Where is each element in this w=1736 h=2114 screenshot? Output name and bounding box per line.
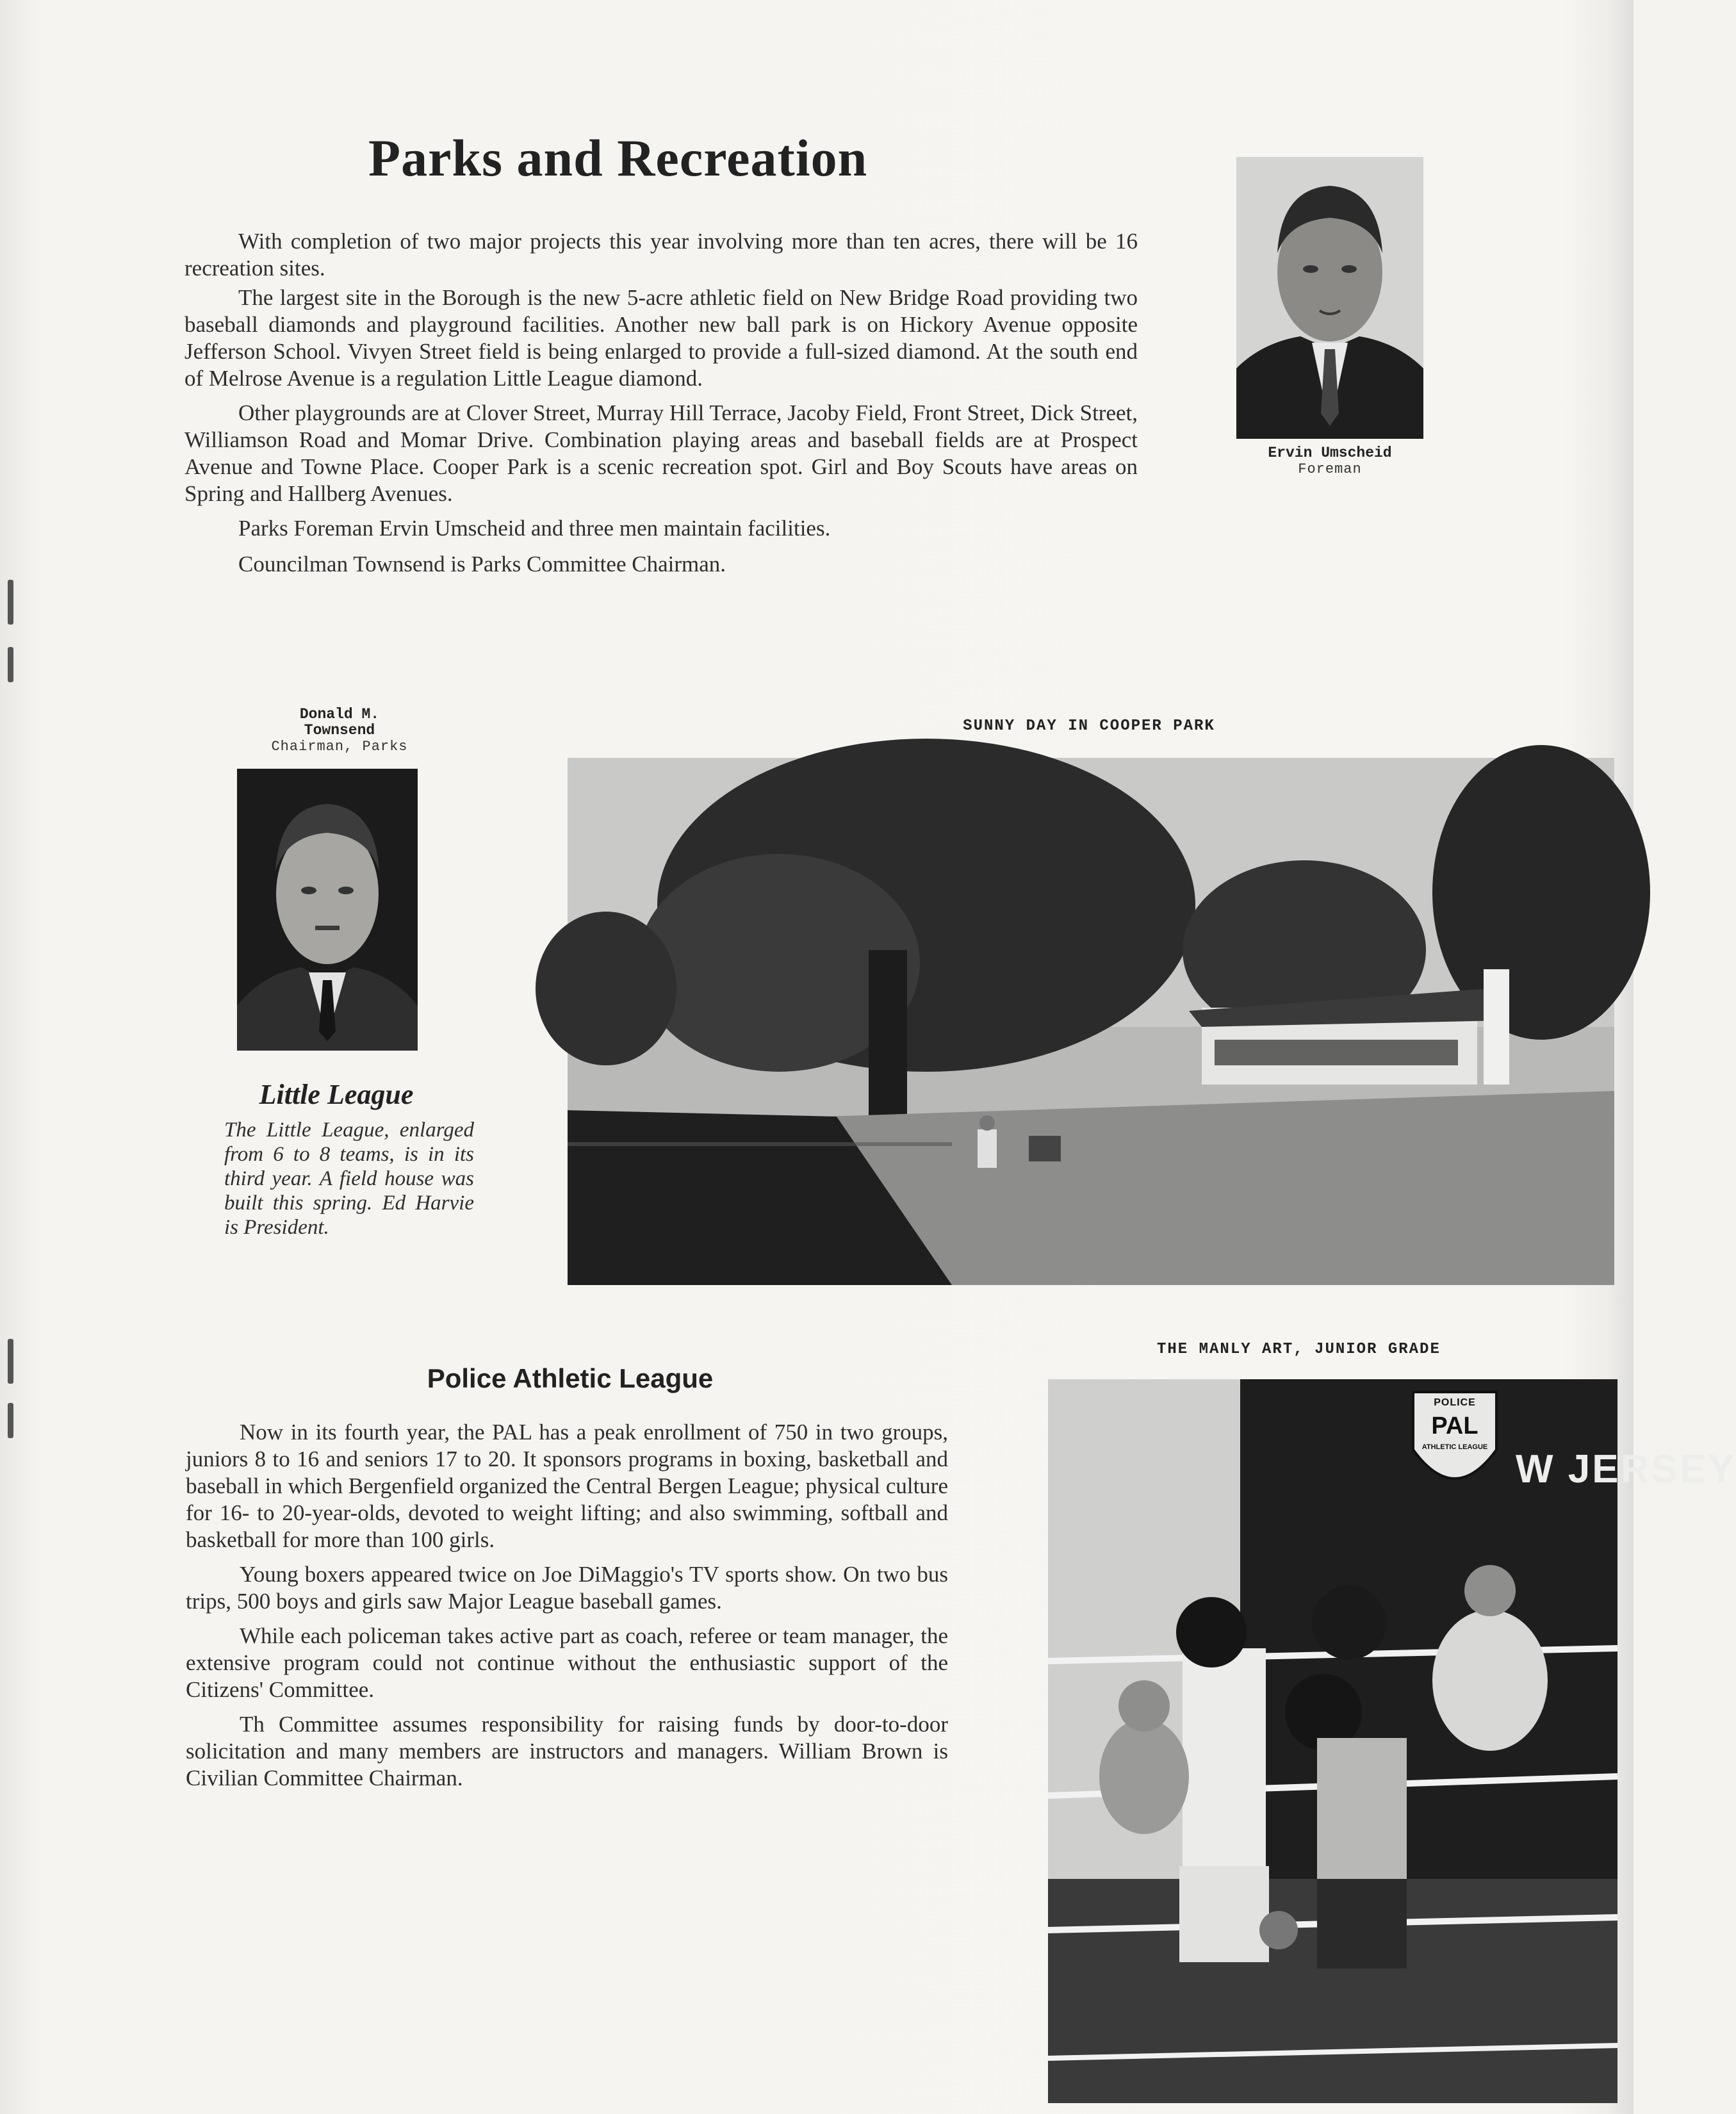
little-league-text: The Little League, enlarged from 6 to 8 teams, is in its third year. A field house was built this spring. Ed Harvie is President. [224, 1118, 474, 1239]
little-league-block [224, 1118, 474, 1240]
cooper-park-photo [568, 758, 1614, 1285]
umscheid-name: Ervin Umscheid [1268, 445, 1392, 461]
binding-mark [8, 1403, 13, 1438]
umscheid-portrait [1236, 157, 1423, 439]
pal-paragraph: While each policeman takes active part as coach, referee or team manager, the extensive program could not continue without the enthusiastic support of the Citizens' Committee. [186, 1623, 948, 1702]
intro-paragraph: Parks Foreman Ervin Umscheid and three men maintain facilities. [238, 516, 831, 541]
banner-text: W JERSEY [1516, 1447, 1736, 1491]
townsend-name: Donald M. [299, 706, 380, 723]
townsend-role: Chairman, Parks [271, 739, 408, 755]
townsend-name: Townsend [304, 722, 375, 739]
boxing-photo [1048, 1379, 1736, 2103]
pal-text [186, 1419, 948, 1792]
badge-sub-text: ATHLETIC LEAGUE [1421, 1443, 1488, 1451]
binding-mark [8, 580, 13, 625]
binding-mark [8, 647, 13, 682]
intro-paragraph: Other playgrounds are at Clover Street, Murray Hill Terrace, Jacoby Field, Front Street, Dick Street, Williamson Road and Momar Drive. Combination playing areas and baseball fields are at Prospect Avenue and Towne Place. Cooper Park is a scenic recreation spot. Girl and Boy Scouts have areas on Spring and Hallberg Avenues. [184, 400, 1138, 506]
intro-text [184, 228, 1138, 578]
umscheid-role: Foreman [1298, 461, 1362, 477]
pal-paragraph: Now in its fourth year, the PAL has a peak enrollment of 750 in two groups, juniors 8 to 16 and seniors 17 to 20. It sponsors programs in boxing, basketball and baseball in which Bergenfield organized the Central Bergen League; physical culture for 16- to 20-year-olds, devoted to weight lifting; and also swimming, softball and basketball for more than 100 girls. [186, 1420, 948, 1552]
page-title: Parks and Recreation [368, 129, 868, 187]
little-league-heading: Little League [259, 1079, 414, 1110]
townsend-portrait [237, 769, 418, 1051]
binding-mark [8, 1339, 13, 1384]
cooper-park-caption: SUNNY DAY IN COOPER PARK [963, 717, 1215, 735]
intro-paragraph: The largest site in the Borough is the new 5-acre athletic field on New Bridge Road providing two baseball diamonds and playground facilities. Another new ball park is on Hickory Avenue opposite Jefferson School. Vivyen Street field is being enlarged to provide a full-sized diamond. At the south end of Melrose Avenue is a regulation Little League diamond. [184, 285, 1138, 391]
pal-paragraph: Th Committee assumes responsibility for raising funds by door-to-door solicitation and many members are instructors and managers. William Brown is Civilian Committee Chairman. [186, 1712, 948, 1790]
boxing-caption: THE MANLY ART, JUNIOR GRADE [1157, 1341, 1441, 1358]
pal-heading: Police Athletic League [427, 1363, 714, 1393]
badge-top-text: POLICE [1434, 1397, 1476, 1408]
pal-paragraph: Young boxers appeared twice on Joe DiMaggio's TV sports show. On two bus trips, 500 boys and girls saw Major League baseball games. [186, 1562, 948, 1614]
intro-paragraph: Councilman Townsend is Parks Committee Chairman. [238, 552, 726, 577]
intro-paragraph: With completion of two major projects this year involving more than ten acres, there will be 16 recreation sites. [184, 229, 1138, 281]
badge-pal-text: PAL [1431, 1413, 1478, 1439]
